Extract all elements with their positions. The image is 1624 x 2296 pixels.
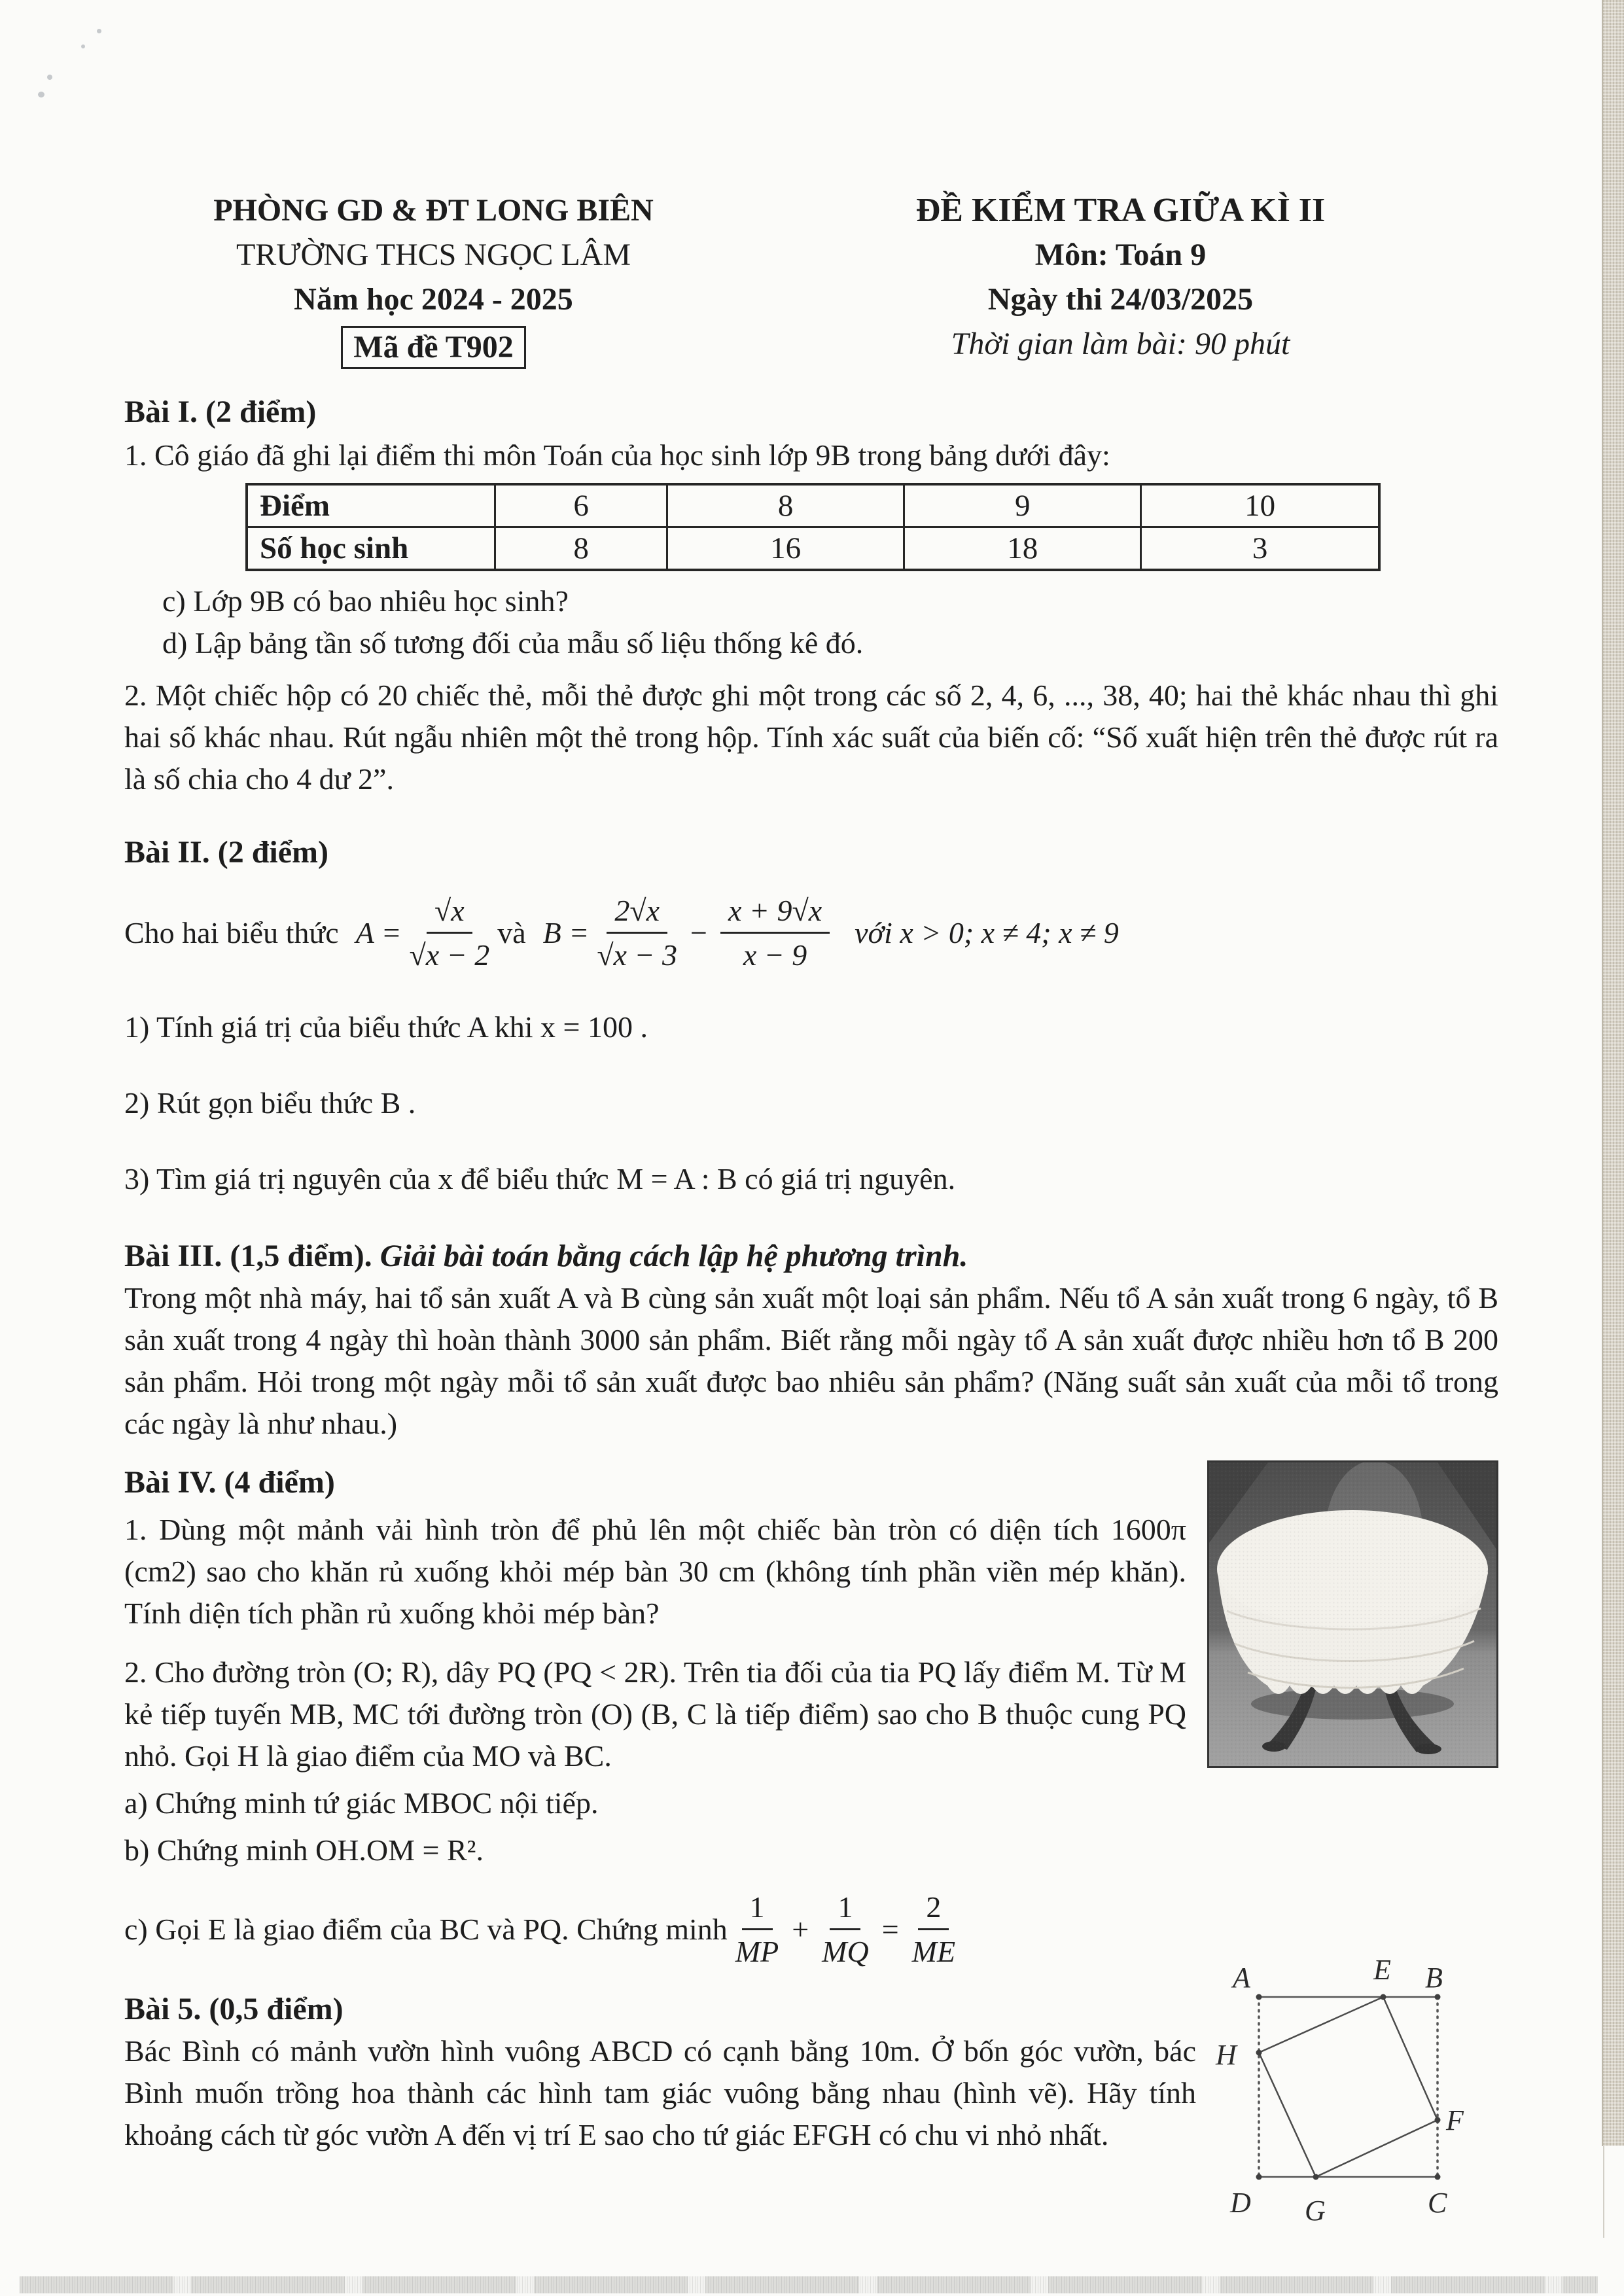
- fraction-numerator: 1: [742, 1890, 773, 1930]
- fraction-denominator: √x − 2: [409, 938, 490, 972]
- table-row: [247, 484, 1379, 527]
- scan-speck: [38, 92, 44, 97]
- table-cell: 6: [495, 484, 667, 527]
- department-name: PHÒNG GD & ĐT LONG BIÊN: [213, 193, 654, 228]
- table-cell: 16: [667, 527, 904, 571]
- garden-figure-image: [1213, 1960, 1494, 2234]
- fraction-A: [410, 893, 490, 972]
- section-bai-4: [124, 1462, 1498, 1969]
- minus-operator: −: [690, 916, 707, 949]
- fraction-denominator: ME: [911, 1935, 956, 1968]
- bai2-item1: 1) Tính giá trị của biểu thức A khi x = 100 .: [124, 1010, 648, 1044]
- table-cell: 8: [495, 527, 667, 571]
- table-cell: Số học sinh: [247, 527, 495, 571]
- bai3-body: Trong một nhà máy, hai tổ sản xuất A và B cùng sản xuất một loại sản phẩm. Nếu tổ A sản xuất trong 6 ngày, tổ B sản xuất trong 4 ngày thì hoàn thành 3000 sản phẩm. Biết rằng mỗi ngày tổ A sản xuất được nhiều hơn tổ B 200 sản phẩm. Hỏi trong một ngày mỗi tổ sản xuất được bao nhiêu sản phẩm? (Năng suất sản xuất của mỗi tổ trong các ngày là như nhau.): [124, 1281, 1498, 1440]
- table-cell: 10: [1141, 484, 1379, 527]
- bai2-item2: 2) Rút gọn biểu thức B .: [124, 1086, 416, 1120]
- bai2-formula: [124, 893, 1498, 972]
- bai4-question-b: b) Chứng minh OH.OM = R².: [124, 1833, 484, 1867]
- section-bai-1: [124, 391, 1498, 800]
- fraction-MQ: [822, 1890, 869, 1969]
- fraction-B1: [597, 893, 677, 972]
- label-D: D: [1230, 2187, 1251, 2219]
- exam-header: [124, 188, 1498, 369]
- bai2-item3: 3) Tìm giá trị nguyên của x để biểu thức M = A : B có giá trị nguyên.: [124, 1162, 956, 1195]
- section-bai-2: [124, 832, 1498, 1200]
- fraction-numerator: 1: [830, 1890, 860, 1930]
- label-G: G: [1305, 2195, 1326, 2227]
- formula-condition: với x > 0; x ≠ 4; x ≠ 9: [855, 916, 1119, 949]
- bai1-heading: Bài I. (2 điểm): [124, 395, 317, 429]
- scan-edge-band: [1602, 0, 1624, 2146]
- table-cell: 9: [904, 484, 1141, 527]
- school-name: TRƯỜNG THCS NGỌC LÂM: [236, 238, 631, 272]
- label-B: B: [1425, 1962, 1443, 1994]
- score-table: [245, 483, 1381, 571]
- bai4-item2: 2. Cho đường tròn (O; R), dây PQ (PQ < 2R). Trên tia đối của tia PQ lấy điểm M. Từ M kẻ tiếp tuyến MB, MC tới đường tròn (O) (B, C là tiếp điểm) sao cho B thuộc cung PQ nhỏ. Gọi H là giao điểm của MO và BC.: [124, 1655, 1186, 1773]
- scan-bottom-band: [20, 2276, 1598, 2293]
- table-cell: 3: [1141, 527, 1379, 571]
- bai4-question-a: a) Chứng minh tứ giác MBOC nội tiếp.: [124, 1786, 599, 1820]
- header-school-block: [124, 188, 743, 369]
- scan-edge-line: [1603, 2146, 1604, 2238]
- fraction-denominator: MQ: [822, 1935, 869, 1968]
- table-cell: 18: [904, 527, 1141, 571]
- tablecloth-photo: [1207, 1460, 1498, 1768]
- fraction-numerator: 2√x: [607, 893, 667, 934]
- scan-speck: [47, 75, 52, 80]
- exam-date: Ngày thi 24/03/2025: [987, 282, 1254, 317]
- bai1-item1: 1. Cô giáo đã ghi lại điểm thi môn Toán của học sinh lớp 9B trong bảng dưới đây:: [124, 438, 1110, 472]
- fraction-B2: [720, 893, 830, 972]
- bai4-c-text: c) Gọi E là giao điểm của BC và PQ. Chứng minh: [124, 1913, 728, 1946]
- bai4-heading: Bài IV. (4 điểm): [124, 1465, 335, 1500]
- tablecloth-photo-image: [1207, 1460, 1498, 1768]
- section-bai-5: [124, 1960, 1498, 2234]
- label-H: H: [1216, 2039, 1237, 2071]
- scan-speck: [81, 44, 85, 48]
- scan-speck: [97, 29, 101, 33]
- bai5-body: Bác Bình có mảnh vườn hình vuông ABCD có cạnh bằng 10m. Ở bốn góc vườn, bác Bình muốn trồng hoa thành các hình tam giác vuông bằng nhau (hình vẽ). Hãy tính khoảng cách từ góc vườn A đến vị trí E sao cho tứ giác EFGH có chu vi nhỏ nhất.: [124, 2034, 1196, 2151]
- bai1-question-c: c) Lớp 9B có bao nhiêu học sinh?: [162, 584, 569, 618]
- bai4-question-c: [124, 1890, 1498, 1969]
- bai1-question-d: d) Lập bảng tần số tương đối của mẫu số liệu thống kê đó.: [162, 626, 864, 660]
- bai5-heading: Bài 5. (0,5 điểm): [124, 1992, 344, 2026]
- fraction-denominator: x − 9: [743, 938, 807, 972]
- bai3-heading-subtitle: Giải bài toán bằng cách lập hệ phương trình.: [380, 1239, 968, 1273]
- school-year: Năm học 2024 - 2025: [294, 282, 573, 317]
- formula-B-lhs: B =: [542, 916, 590, 949]
- formula-A-lhs: A =: [355, 916, 402, 949]
- bai2-heading: Bài II. (2 điểm): [124, 835, 328, 870]
- bai3-heading-label: Bài III. (1,5 điểm).: [124, 1239, 372, 1273]
- table-row: [247, 527, 1379, 571]
- bai2-intro: Cho hai biểu thức: [124, 916, 339, 949]
- label-C: C: [1428, 2187, 1447, 2219]
- fraction-MP: [735, 1890, 779, 1969]
- fraction-denominator: MP: [735, 1935, 779, 1968]
- fraction-numerator: 2: [918, 1890, 949, 1930]
- exam-code-box: Mã đề T902: [341, 326, 525, 369]
- exam-subject: Môn: Toán 9: [1034, 238, 1207, 272]
- table-cell: Điểm: [247, 484, 495, 527]
- header-exam-block: [743, 188, 1498, 369]
- fraction-numerator: x + 9√x: [720, 893, 830, 934]
- label-E: E: [1373, 1960, 1391, 1986]
- bai4-item1: 1. Dùng một mảnh vải hình tròn để phủ lên một chiếc bàn tròn có diện tích 1600π (cm2) sao cho khăn rủ xuống khỏi mép bàn 30 cm (không tính phần viền mép khăn). Tính diện tích phần rủ xuống khỏi mép bàn?: [124, 1513, 1186, 1630]
- exam-title: ĐỀ KIỂM TRA GIỮA KÌ II: [915, 192, 1326, 229]
- section-bai-3: [124, 1235, 1498, 1445]
- vertex-dots: [1256, 1994, 1441, 2180]
- inner-square-EFGH: [1259, 1997, 1438, 2177]
- equals-operator: =: [881, 1913, 899, 1946]
- bai3-heading: [124, 1235, 1498, 1277]
- plus-operator: +: [792, 1913, 809, 1946]
- bai1-item2: 2. Một chiếc hộp có 20 chiếc thẻ, mỗi thẻ được ghi một trong các số 2, 4, 6, ..., 38, 40; hai thẻ khác nhau thì ghi hai số khác nhau. Rút ngẫu nhiên một thẻ trong hộp. Tính xác suất của biến cố: “Số xuất hiện trên thẻ được rút ra là số chia cho 4 dư 2”.: [124, 679, 1498, 796]
- garden-figure: [1213, 1960, 1494, 2234]
- fraction-denominator: √x − 3: [597, 938, 678, 972]
- label-A: A: [1233, 1962, 1250, 1994]
- exam-duration: Thời gian làm bài: 90 phút: [951, 327, 1290, 361]
- formula-and: và: [497, 916, 526, 949]
- fraction-numerator: √x: [427, 893, 472, 934]
- table-cell: 8: [667, 484, 904, 527]
- fraction-ME: [912, 1890, 955, 1969]
- label-F: F: [1446, 2104, 1464, 2136]
